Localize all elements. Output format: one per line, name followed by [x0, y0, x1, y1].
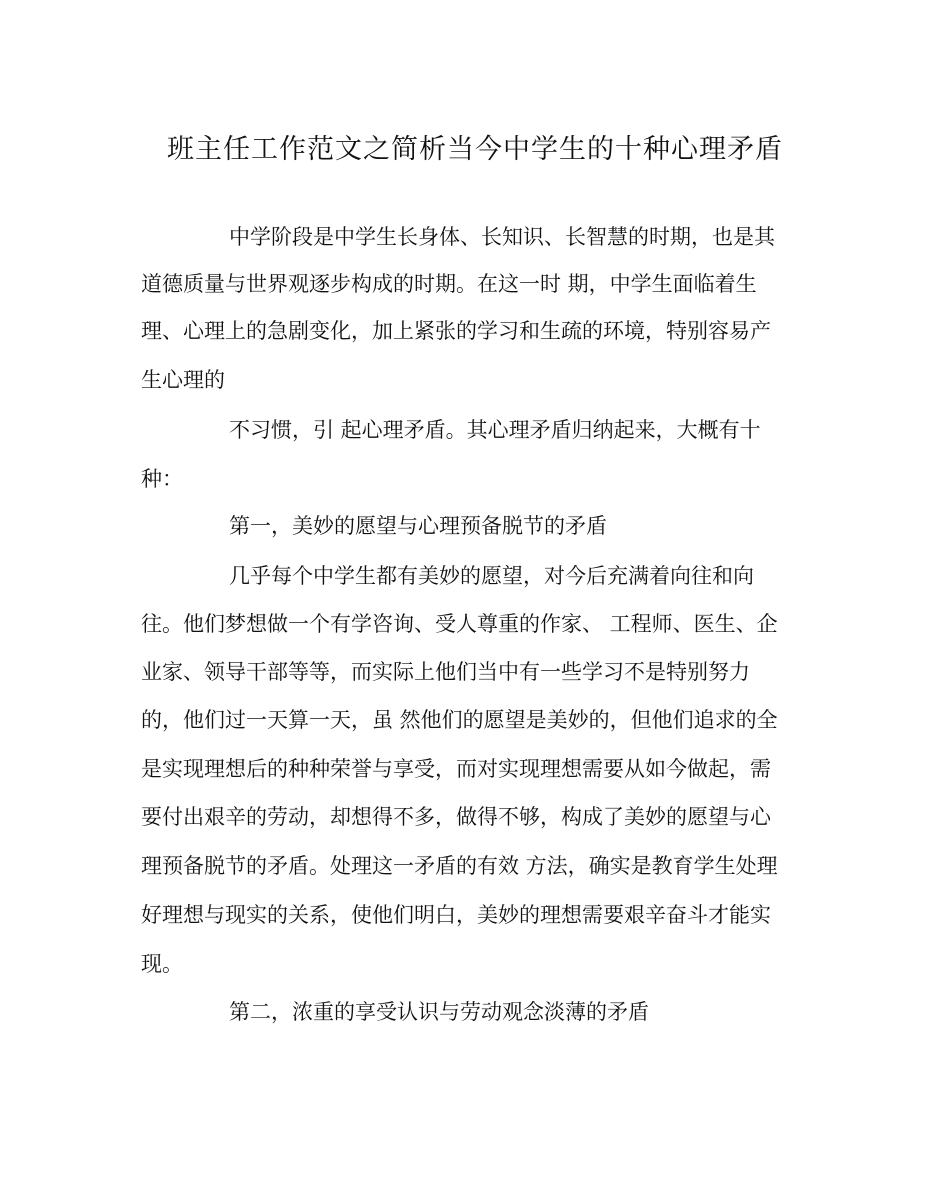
- paragraph-3-line-3: 业家、领导干部等等，而实际上他们当中有一些学习不是特别努力: [141, 660, 750, 684]
- paragraph-3-line-7: 理预备脱节的矛盾。处理这一矛盾的有效 方法，确实是教育学生处理: [141, 854, 778, 878]
- section-heading-2: 第二，浓重的享受认识与劳动观念淡薄的矛盾: [229, 1000, 649, 1024]
- paragraph-3-line-9: 现。: [141, 952, 183, 976]
- paragraph-3-line-6: 要付出艰辛的劳动，却想得不多，做得不够，构成了美妙的愿望与心: [141, 805, 771, 829]
- paragraph-3-line-5: 是实现理想后的种种荣誉与享受，而对实现理想需要从如今做起，需: [141, 757, 771, 781]
- paragraph-1-line-1: 中学阶段是中学生长身体、长知识、长智慧的时期，也是其: [229, 225, 775, 249]
- paragraph-3-line-1: 几乎每个中学生都有美妙的愿望，对今后充满着向往和向: [229, 564, 754, 588]
- paragraph-2-line-1: 不习惯，引 起心理矛盾。其心理矛盾归纳起来，大概有十: [229, 418, 761, 442]
- paragraph-2-line-2: 种：: [141, 467, 183, 491]
- paragraph-3-line-4: 的，他们过一天算一天，虽 然他们的愿望是美妙的，但他们追求的全: [141, 708, 778, 732]
- paragraph-3-line-8: 好理想与现实的关系，使他们明白，美妙的理想需要艰辛奋斗才能实: [141, 903, 771, 927]
- paragraph-1-line-3: 理、心理上的急剧变化，加上紧张的学习和生疏的环境，特别容易产: [141, 319, 771, 343]
- paragraph-1-line-4: 生心理的: [141, 368, 225, 392]
- paragraph-1-line-2: 道德质量与世界观逐步构成的时期。在这一时 期，中学生面临着生: [141, 272, 757, 296]
- paragraph-3-line-2: 往。他们梦想做一个有学咨询、受人尊重的作家、 工程师、医生、企: [141, 612, 778, 636]
- page-title: 班主任工作范文之简析当今中学生的十种心理矛盾: [167, 134, 783, 165]
- section-heading-1: 第一，美妙的愿望与心理预备脱节的矛盾: [229, 514, 607, 538]
